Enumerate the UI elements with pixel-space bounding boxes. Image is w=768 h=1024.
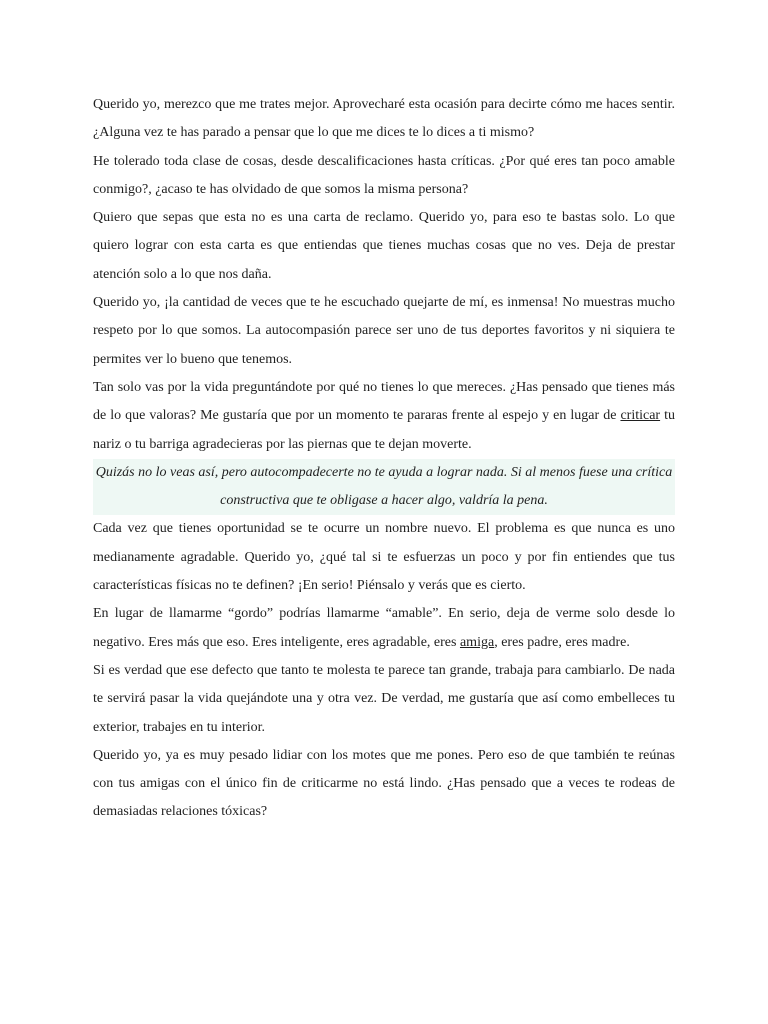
paragraph-7-text-after: , eres padre, eres madre.	[494, 634, 630, 650]
paragraph-7-text-before: En lugar de llamarme “gordo” podrías llamarme “amable”. En serio, deja de verme solo desde lo negativo. Eres más que eso. Eres inteligente, eres agradable, eres	[93, 606, 675, 650]
paragraph-2: He tolerado toda clase de cosas, desde descalificaciones hasta críticas. ¿Por qué eres tan poco amable conmigo?, ¿acaso te has olvidado de que somos la misma persona?	[93, 153, 675, 197]
pull-quote: Quizás no lo veas así, pero autocompadecerte no te ayuda a lograr nada. Si al menos fuese una crítica constructiva que te obligase a hacer algo, valdría la pena.	[93, 459, 675, 516]
paragraph-5-text-before: Tan solo vas por la vida preguntándote por qué no tienes lo que mereces. ¿Has pensado que tienes más de lo que valoras? Me gustaría que por un momento te pararas frente al espejo y en lugar de	[93, 379, 675, 424]
paragraph-7	[93, 600, 675, 657]
amiga-link[interactable]: amiga	[459, 634, 495, 650]
paragraph-6: Cada vez que tienes oportunidad se te ocurre un nombre nuevo. El problema es que nunca es uno medianamente agradable. Querido yo, ¿qué tal si te esfuerzas un poco y por fin entiendes que tus características físicas no te definen? ¡En serio! Piénsalo y verás que es cierto.	[93, 521, 675, 594]
paragraph-1: Querido yo, merezco que me trates mejor. Aprovecharé esta ocasión para decirte cómo me haces sentir. ¿Alguna vez te has parado a pensar que lo que me dices te lo dices a ti mismo?	[93, 97, 675, 141]
paragraph-5	[93, 374, 675, 459]
paragraph-3: Quiero que sepas que esta no es una carta de reclamo. Querido yo, para eso te bastas solo. Lo que quiero lograr con esta carta es que entiendas que tienes muchas cosas que no ves. Deja de prestar atención solo a lo que nos daña.	[93, 210, 675, 282]
letter-body	[93, 91, 675, 827]
paragraph-5-text-after: tu nariz o tu barriga agradecieras por las piernas que te dejan moverte.	[93, 408, 676, 452]
paragraph-9: Querido yo, ya es muy pesado lidiar con los motes que me pones. Pero eso de que también te reúnas con tus amigas con el único fin de criticarme no está lindo. ¿Has pensado que a veces te rodeas de demasiadas relaciones tóxicas?	[93, 747, 675, 820]
paragraph-4: Querido yo, ¡la cantidad de veces que te he escuchado quejarte de mí, es inmensa! No muestras mucho respeto por lo que somos. La autocompasión parece ser uno de tus deportes favoritos y ni siquiera te permites ver lo bueno que tenemos.	[93, 295, 675, 367]
paragraph-8: Si es verdad que ese defecto que tanto te molesta te parece tan grande, trabaja para cambiarlo. De nada te servirá pasar la vida quejándote una y otra vez. De verdad, me gustaría que así como embelleces tu exterior, trabajes en tu interior.	[93, 662, 675, 735]
criticar-link[interactable]: criticar	[620, 408, 661, 424]
